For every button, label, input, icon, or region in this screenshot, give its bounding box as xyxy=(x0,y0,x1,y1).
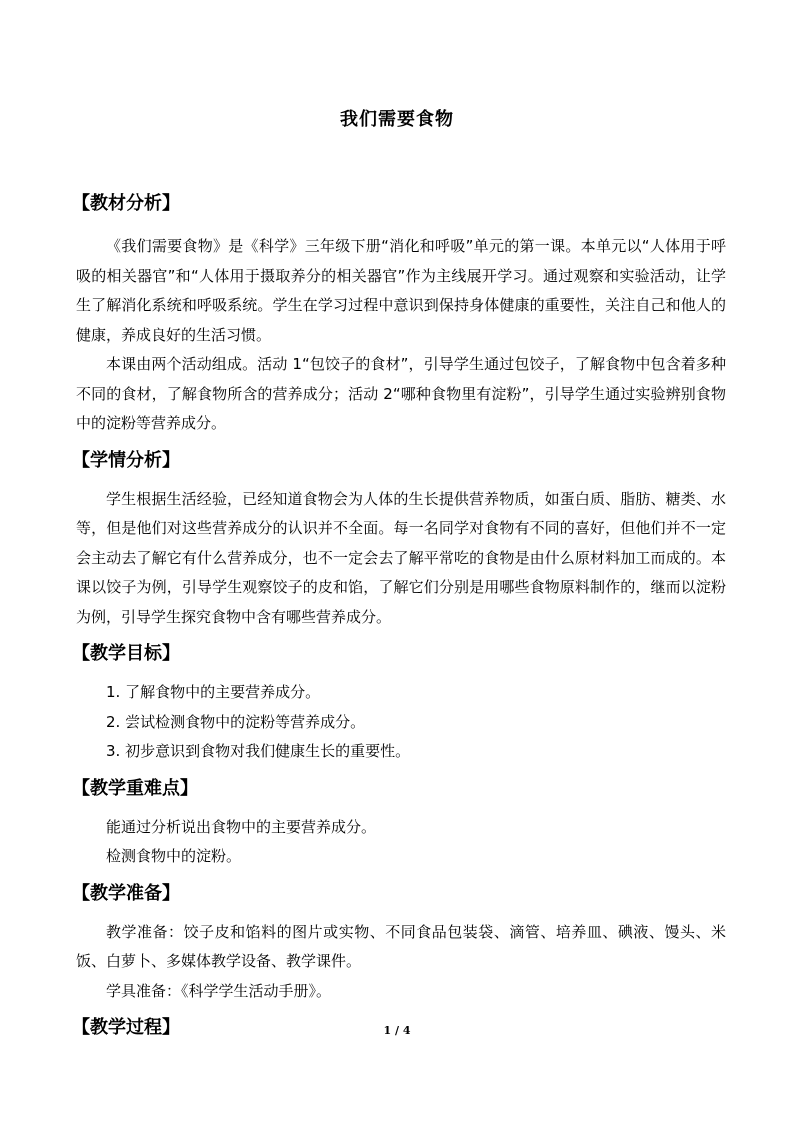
page-number: 1 / 4 xyxy=(383,1024,411,1037)
list-item: 3. 初步意识到食物对我们健康生长的重要性。 xyxy=(106,742,411,760)
section-heading-teaching-process: 【教学过程】 xyxy=(72,1017,180,1038)
paragraph: 《我们需要食物》是《科学》三年级下册“消化和呼吸”单元的第一课。本单元以“人体用于呼吸的相关器官”和“人体用于摄取养分的相关器官”作为主线展开学习。通过观察和实验活动，让学生了解消化系统和呼吸系统。学生在学习过程中意识到保持身体健康的重要性，关注自己和他人的健康，养成良好的生活习惯。 xyxy=(76,237,726,344)
section-body-textbook-analysis xyxy=(76,232,726,439)
paragraph: 本课由两个活动组成。活动 1“包饺子的食材”，引导学生通过包饺子，了解食物中包含着多种不同的食材，了解食物所含的营养成分；活动 2“哪种食物里有淀粉”，引导学生通过实验辨别食物中的淀粉等营养成分。 xyxy=(76,355,726,432)
list-item: 检测食物中的淀粉。 xyxy=(106,847,242,865)
section-heading-teaching-goals: 【教学目标】 xyxy=(72,643,180,664)
list-item: 能通过分析说出食物中的主要营养成分。 xyxy=(106,817,377,836)
paragraph: 教学准备：饺子皮和馅料的图片或实物、不同食品包装袋、滴管、培养皿、碘液、馒头、米饭、白萝卜、多媒体教学设备、教学课件。 xyxy=(76,922,726,970)
section-body-student-analysis xyxy=(76,485,726,633)
list-item: 1. 了解食物中的主要营养成分。 xyxy=(106,683,321,701)
section-heading-student-analysis: 【学情分析】 xyxy=(72,449,180,471)
list-item: 2. 尝试检测食物中的淀粉等营养成分。 xyxy=(106,712,366,731)
section-heading-key-difficulties: 【教学重难点】 xyxy=(72,777,198,799)
document-title: 我们需要食物 xyxy=(340,109,454,130)
section-body-teaching-goals xyxy=(76,678,726,767)
section-heading-textbook-analysis: 【教材分析】 xyxy=(72,193,180,214)
paragraph: 学具准备：《科学学生活动手册》。 xyxy=(106,981,332,1000)
section-body-key-difficulties xyxy=(76,813,726,872)
document-content xyxy=(72,190,726,1042)
section-heading-preparation: 【教学准备】 xyxy=(72,882,180,904)
paragraph: 学生根据生活经验，已经知道食物会为人体的生长提供营养物质，如蛋白质、脂肪、糖类、水等，但是他们对这些营养成分的认识并不全面。每一名同学对食物有不同的喜好，但他们并不一定会主动去了解它有什么营养成分，也不一定会去了解平常吃的食物是由什么原材料加工而成的。本课以饺子为例，引导学生观察饺子的皮和馅，了解它们分别是用哪些食物原料制作的，继而以淀粉为例，引导学生探究食物中含有哪些营养成分。 xyxy=(76,489,726,626)
section-body-preparation xyxy=(76,918,726,1007)
